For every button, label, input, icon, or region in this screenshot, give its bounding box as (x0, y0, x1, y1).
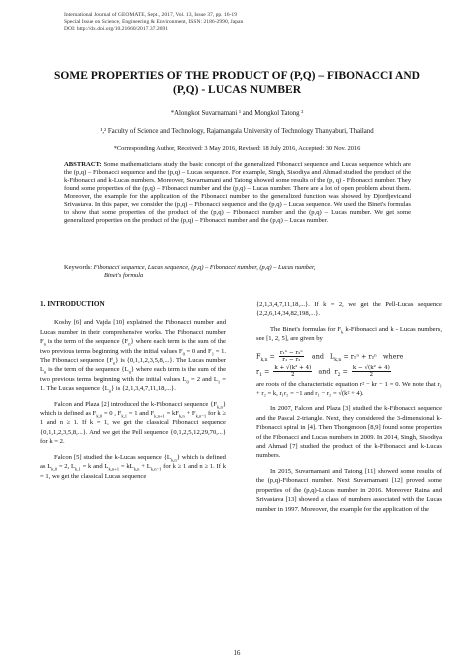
right-paragraph-0: {2,1,3,4,7,11,18,...}. If k = 2, we get the Pell-Lucas sequence {2,2,6,14,34,82,198,...}. (256, 301, 442, 318)
binet-fibonacci-fraction: $\frac{\text{r₁ⁿ − r₂ⁿ}}{\text{r₁ − r₂}}$ (279, 349, 303, 363)
abstract (64, 161, 411, 225)
right-paragraph-2: In 2007, Falcon and Plaza [3] studied the k-Fibonacci sequence and the Pascal 2-triangle. Next, they considered the 3-dimensional k-Fibonacci spiral in [4]. Then Thongmoon [8,9] found some properties of the Fibonacci and Lucas numbers in 2009. In 2014, Singh, Sisodiya and Ahmad [7] studied the product of the k-Fibonacci and k-Lucas numbers. (256, 405, 442, 460)
affiliation: ¹,² Faculty of Science and Technology, Rajamangala University of Technology Thanyaburi, Thailand (100, 128, 374, 135)
roots-text: are roots of the characteristic equation r² − kr − 1 = 0. We note that r₁ + r₂ = k, r₁r₂ = −1 and r₁ − r₂ = √(k² + 4). (256, 380, 442, 398)
left-column (40, 300, 226, 487)
paper-title: SOME PROPERTIES OF THE PRODUCT OF (P,Q) – FIBONACCI AND (P,Q) - LUCAS NUMBER (54, 70, 420, 96)
root-r2-fraction: $\frac{\text{k − √(k² + 4)}}{2}$ (352, 364, 390, 378)
keywords (64, 264, 411, 280)
abstract-label: ABSTRACT: (64, 161, 102, 168)
authors: *Alongkot Suvarnamani ¹ and Mongkol Tatong ² (170, 110, 304, 117)
root-r1-fraction: $\frac{\text{k + √(k² + 4)}}{2}$ (274, 364, 312, 378)
keywords-text-2: Binet's formula (104, 272, 144, 279)
abstract-text: Some mathematicians study the basic concept of the generalized Fibonacci sequence and Lucas sequence which are the (p,q) – Fibonacci sequence and the (p,q) – Lucas sequence. For example, Singh, Sisodiya and Ahmad studied the product of the k-Fibonacci and k-Lucas numbers. Moreover, Suvarnamani and Tatong showed some results of the (p, q) - Fibonacci number. They found some properties of the (p,q) – Fibonacci number and the (p,q) – Lucas number. There are a lot of open problem about them. Moreover, the example for the application of the Fibonacci number to the generalized function was showed by Djordjevicand Srivastava. In this paper, we consider the (p,q) – Fibonacci sequence and the (p,q) – Lucas sequence. We used the Binet's formulas to show that some properties of the product of the (p,q) – Fibonacci number and the (p,q) – Lucas number. We get some generalized properties on the product of the (p,q) – Fibonacci number and the (p,q) – Lucas number. (64, 161, 411, 224)
keywords-text: Fibonacci sequence, Lucas sequence, (p,q) – Fibonacci number, (p,q) – Lucas number, (93, 264, 316, 271)
journal-header (64, 12, 424, 33)
journal-line-2: Special Issue on Science, Engineering & Environment, ISSN: 2186-2990, Japan (64, 19, 244, 25)
corresponding-author: *Corresponding Author, Received: 3 May 2016, Revised: 18 July 2016, Accepted: 30 Nov. 2016 (113, 145, 361, 152)
right-paragraph-3: In 2015, Suvarnamani and Tatong [11] showed some results of the (p,q)-Fibonacci number. Next Suvarnamani [12] proved some properties of the (p,q)-Lucas number in 2016. Moreover Raina and Srivastava [13] showed a class of numbers associated with the Lucas number in 1997. Moreover, the example for the application of the (256, 467, 442, 513)
page-number: 16 (233, 650, 241, 657)
keywords-label: Keywords: (64, 264, 93, 271)
intro-paragraph-2: Falcon and Plaza [2] introduced the k-Fibonacci sequence $\{F_{k,n}\}$ which is defined as $F_{k,0} = 0$ , $F_{k,1} = 1$ and $F_{k,n+1} = kF_{k,n} + F_{k,n-1}$ for k ≥ 1 and n ≥ 1. If k = 1, we get the classical Fibonacci sequence {0,1,1,2,3,5,8,...}. And we get the Pell sequence {0,1,2,5,12,29,70,...} for k = 2. (40, 400, 226, 446)
right-column (256, 300, 442, 520)
intro-paragraph-1: Koshy [6] and Vajda [10] explained the Fibonacci number and Lucas number in their comprehensive works. The Fibonacci number $F_n$ is the term of the sequence $\{F_n\}$ where each term is the sum of the two previous terms beginning with the initial values $F_0 = 0$ and $F_1 = 1$. The Fibonacci sequence $\{F_n\}$ is {0,1,1,2,3,5,8,...}. The Lucas number $L_n$ is the term of the sequence $\{L_n\}$ where each term is the sum of the two previous terms beginning with the initial values $L_0 = 2$ and $L_1 = 1$. The Lucas sequence $\{L_n\}$ is {2,1,3,4,7,11,18,...}. (40, 319, 227, 394)
binet-formulas: $F_{k,n}$ = $\frac{\text{r₁ⁿ − r₂ⁿ}}{\text{r₁ − r₂}}$ and $L_{k,n} = r_1^n + r_2^n$ where (256, 349, 404, 363)
roots-formulas: $r_1$ = $\frac{\text{k + √(k² + 4)}}{2}$ and $r_2$ = $\frac{\text{k − √(k² + 4)}}{2}$ (256, 364, 390, 378)
journal-doi: DOI: http://dx.doi.org/10.21660/2017.37.2691 (64, 26, 169, 32)
section-heading-introduction: 1. INTRODUCTION (40, 300, 105, 308)
journal-line-1: International Journal of GEOMATE, Sept., 2017, Vol. 13, Issue 37, pp. 16-19 (64, 12, 238, 18)
binet-intro: The Binet's formulas for $F_k$ k-Fibonacci and k - Lucas numbers, see [1, 2, 5], are given by (256, 325, 443, 343)
intro-paragraph-3: Falcon [5] studied the k-Lucas sequence $\{L_{k,n}\}$ which is defined as $L_{k,0} = 2$, $L_{k,1} = k$ and $L_{k,n+1} = kL_{k,n} + L_{k,n-1}$ for k ≥ 1 and n ≥ 1. If k = 1, we get the classical Lucas sequence (40, 453, 227, 480)
